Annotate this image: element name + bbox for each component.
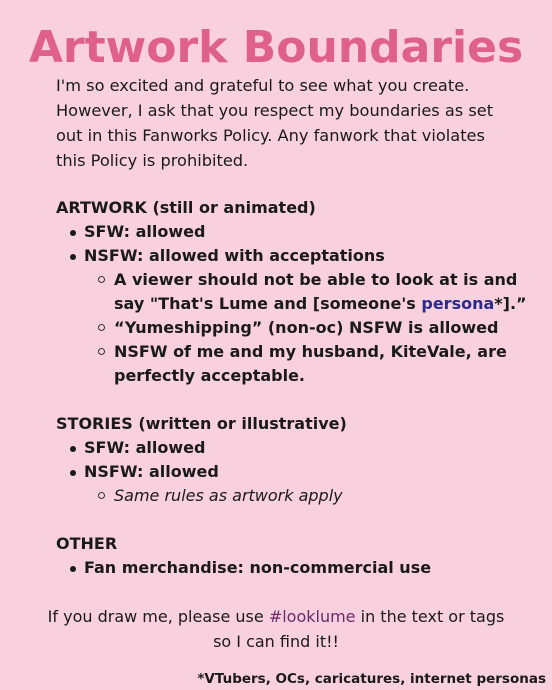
stories-nsfw-label: NSFW: allowed [84,462,219,481]
artwork-rule-3: NSFW of me and my husband, KiteVale, are perfectly acceptable. [84,340,536,388]
hashtag-link[interactable]: #looklume [268,607,356,626]
stories-nsfw-item [56,460,536,508]
artwork-list [56,220,536,388]
artwork-nsfw-rules [84,268,536,388]
persona-link[interactable]: persona [421,294,495,313]
artwork-nsfw-label: NSFW: allowed with acceptations [84,246,385,265]
footnote: *VTubers, OCs, caricatures, internet personas [197,671,546,687]
closing-text-after: in the text or tags so I can find it!! [213,607,505,651]
artwork-sfw-item: SFW: allowed [56,220,536,244]
artwork-rule-2: “Yumeshipping” (non-oc) NSFW is allowed [84,316,536,340]
artwork-rule-1-text-b: *].” [494,294,527,313]
artwork-nsfw-item [56,244,536,388]
page-title: Artwork Boundaries [28,22,524,73]
closing-paragraph [40,604,512,654]
artwork-rule-1-text-a: A viewer should not be able to look at is and say "That's Lume and [someone's [114,270,518,313]
stories-section [56,412,536,508]
other-list [56,556,536,580]
artwork-section [56,196,536,388]
closing-text-before: If you draw me, please use [47,607,269,626]
stories-nsfw-rules [84,484,536,508]
other-heading: OTHER [56,534,118,553]
stories-heading: STORIES (written or illustrative) [56,414,347,433]
intro-paragraph: I'm so excited and grateful to see what you create. However, I ask that you respect my boundaries as set out in this Fanworks Policy. Any fanwork that violates this Policy is prohibited. [56,76,494,170]
stories-rule-1: Same rules as artwork apply [84,484,536,508]
stories-list [56,436,536,508]
stories-sfw-item: SFW: allowed [56,436,536,460]
artwork-heading: ARTWORK (still or animated) [56,198,316,217]
other-item-1: Fan merchandise: non-commercial use [56,556,536,580]
artwork-rule-1 [84,268,536,316]
other-section [56,532,536,580]
